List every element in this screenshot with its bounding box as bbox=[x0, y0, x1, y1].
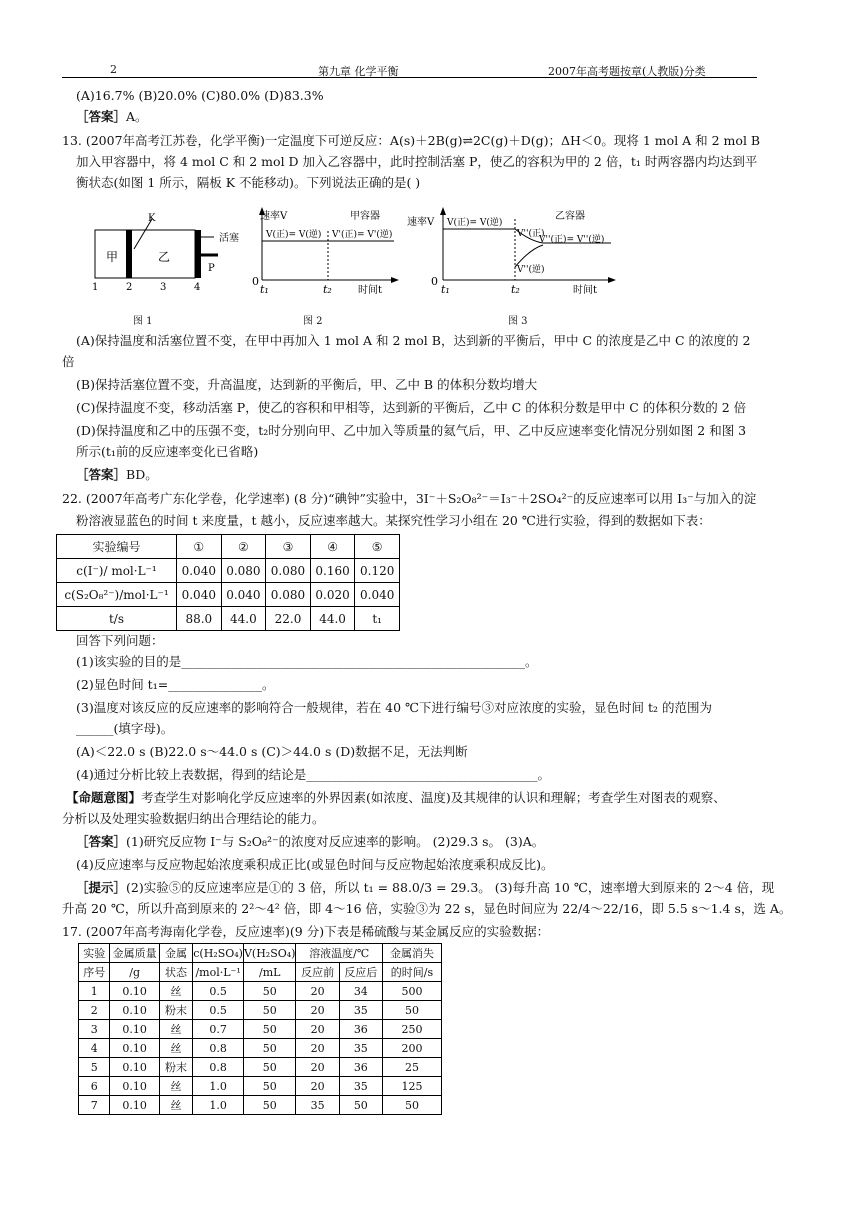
q13-option-a-line2: 倍 bbox=[62, 354, 75, 369]
table-row bbox=[79, 1039, 442, 1058]
table-cell: 35 bbox=[339, 1001, 382, 1020]
t2-label: t₂ bbox=[511, 283, 520, 295]
table-header-cell: /g bbox=[110, 963, 159, 982]
iodine-clock-table bbox=[56, 534, 400, 631]
line-label-after: V'(正)= V'(逆) bbox=[332, 230, 393, 240]
q12-options: (A)16.7% (B)20.0% (C)80.0% (D)83.3% bbox=[76, 88, 324, 103]
answer-text: BD。 bbox=[126, 467, 158, 482]
label-piston: 活塞 bbox=[219, 233, 239, 244]
table-row bbox=[79, 1020, 442, 1039]
table-cell: 20 bbox=[296, 1039, 339, 1058]
figure-1-caption: 图 1 bbox=[133, 316, 153, 327]
table-header-cell: 反应后 bbox=[339, 963, 382, 982]
table-cell: 0.5 bbox=[193, 1001, 244, 1020]
figure-2-caption: 图 2 bbox=[303, 316, 323, 327]
table-cell: 50 bbox=[243, 1058, 296, 1077]
tick-2: 2 bbox=[126, 282, 133, 293]
table-cell: 35 bbox=[339, 1039, 382, 1058]
upper-branch-label: V''(正) bbox=[517, 229, 545, 239]
line-label-before: V(正)= V(逆) bbox=[447, 218, 503, 228]
table-cell: 0.10 bbox=[110, 982, 159, 1001]
table-cell: 20 bbox=[296, 1077, 339, 1096]
q13-option-c: (C)保持温度不变，移动活塞 P，使乙的容积和甲相等，达到新的平衡后，乙中 C 的体积分数是甲中 C 的体积分数的 2 倍 bbox=[76, 400, 747, 415]
table-cell: 0.120 bbox=[355, 559, 400, 583]
table-cell: 50 bbox=[243, 1039, 296, 1058]
table-cell: 0.040 bbox=[177, 583, 222, 607]
table-cell: c(S₂O₈²⁻)/mol·L⁻¹ bbox=[57, 583, 177, 607]
graph-title: 甲容器 bbox=[350, 211, 380, 222]
table-cell: 35 bbox=[296, 1096, 339, 1115]
table-cell: 50 bbox=[243, 1096, 296, 1115]
t2-label: t₂ bbox=[323, 283, 332, 295]
table-cell: 1.0 bbox=[193, 1096, 244, 1115]
table-cell: 35 bbox=[339, 1077, 382, 1096]
q22-hint-line1 bbox=[76, 879, 774, 896]
table-cell: t/s bbox=[57, 607, 177, 631]
book-title: 2007年高考题按章(人教版)分类 bbox=[548, 65, 706, 78]
table-cell: 0.10 bbox=[110, 1077, 159, 1096]
q13-line2: 加入甲容器中，将 4 mol C 和 2 mol D 加入乙容器中，此时控制活塞 P，使乙的容积为甲的 2 倍，t₁ 时两容器内均达到平 bbox=[76, 154, 758, 169]
table-cell: 0.8 bbox=[193, 1058, 244, 1077]
line-label-before: V(正)= V(逆) bbox=[266, 230, 322, 240]
tick-3: 3 bbox=[160, 282, 167, 293]
table-header-cell: /mL bbox=[243, 963, 296, 982]
hint-text: (2)实验⑤的反应速率应是①的 3 倍，所以 t₁ = 88.0/3 = 29.3。 (3)每升高 10 ℃，速率增大到原来的 2～4 倍，现 bbox=[126, 880, 775, 895]
q13-option-d-line2: 所示(t₁前的反应速率变化已省略) bbox=[76, 444, 259, 459]
header-rule bbox=[62, 77, 757, 78]
table-cell: 20 bbox=[296, 1058, 339, 1077]
q22-intent-line2: 分析以及处理实验数据归纳出合理结论的能力。 bbox=[62, 811, 325, 826]
figure-2-rate-graph bbox=[250, 205, 400, 295]
table-cell: 粉末 bbox=[159, 1001, 192, 1020]
q22-part4: (4)通过分析比较上表数据，得到的结论是_____________________________________。 bbox=[76, 767, 550, 782]
partition-k bbox=[126, 230, 132, 278]
table-header-cell: 金属消失 bbox=[382, 944, 441, 963]
table-header-cell: V(H₂SO₄) bbox=[243, 944, 296, 963]
table-header-cell: 实验 bbox=[79, 944, 110, 963]
q22-answer-line1 bbox=[76, 833, 544, 850]
q22-line1: 22. (2007年高考广东化学卷，化学速率) (8 分)“碘钟”实验中，3I⁻＋S₂O₈²⁻＝I₃⁻＋2SO₄²⁻的反应速率可以用 I₃⁻与加入的淀 bbox=[62, 491, 757, 506]
table-cell: 0.080 bbox=[266, 583, 311, 607]
table-cell: 0.10 bbox=[110, 1039, 159, 1058]
table-cell: 1 bbox=[79, 982, 110, 1001]
q13-line1: 13. (2007年高考江苏卷，化学平衡)一定温度下可逆反应：A(s)＋2B(g)⇌2C(g)＋D(g)；ΔH＜0。现将 1 mol A 和 2 mol B bbox=[62, 133, 761, 148]
page-number: 2 bbox=[110, 63, 117, 76]
table-header-row bbox=[57, 535, 400, 559]
table-cell: t₁ bbox=[355, 607, 400, 631]
table-header-cell: 序号 bbox=[79, 963, 110, 982]
table-row bbox=[57, 583, 400, 607]
metal-acid-table bbox=[78, 943, 442, 1115]
table-header-cell: ① bbox=[177, 535, 222, 559]
q13-answer bbox=[76, 466, 158, 483]
label-k: K bbox=[148, 213, 156, 224]
table-cell: 丝 bbox=[159, 1020, 192, 1039]
q22-line2: 粉溶液显蓝色的时间 t 来度量，t 越小，反应速率越大。某探究性学习小组在 20 ℃进行实验，得到的数据如下表： bbox=[76, 513, 711, 528]
table-cell: 50 bbox=[382, 1001, 441, 1020]
table-cell: 34 bbox=[339, 982, 382, 1001]
tick-1: 1 bbox=[92, 282, 99, 293]
t1-label: t₁ bbox=[441, 283, 450, 295]
answer-tag: ［答案］ bbox=[76, 109, 127, 124]
table-cell: 25 bbox=[382, 1058, 441, 1077]
table-row bbox=[79, 1058, 442, 1077]
q13-option-b: (B)保持活塞位置不变，升高温度，达到新的平衡后，甲、乙中 B 的体积分数均增大 bbox=[76, 377, 538, 392]
table-cell: 44.0 bbox=[310, 607, 355, 631]
table-cell: 1.0 bbox=[193, 1077, 244, 1096]
q13-option-d-line1: (D)保持温度和乙中的压强不变，t₂时分别向甲、乙中加入等质量的氦气后，甲、乙中反应速率变化情况分别如图 2 和图 3 bbox=[76, 423, 747, 438]
table-cell: 20 bbox=[296, 982, 339, 1001]
table-cell: 20 bbox=[296, 1001, 339, 1020]
q12-answer bbox=[76, 108, 148, 125]
figure-1-container-diagram bbox=[88, 205, 248, 293]
q22-part3-options: (A)＜22.0 s (B)22.0 s～44.0 s (C)＞44.0 s (D)数据不足，无法判断 bbox=[76, 744, 468, 759]
x-label: 时间t bbox=[358, 285, 383, 295]
table-row bbox=[57, 559, 400, 583]
q13-option-a-line1: (A)保持温度和活塞位置不变，在甲中再加入 1 mol A 和 2 mol B，达到新的平衡后，甲中 C 的浓度是乙中 C 的浓度的 2 bbox=[76, 333, 751, 348]
table-cell: 0.10 bbox=[110, 1058, 159, 1077]
q22-answer-line2: (4)反应速率与反应物起始浓度乘积成正比(或显色时间与反应物起始浓度乘积成反比)。 bbox=[76, 857, 554, 872]
q13-line3: 衡状态(如图 1 所示，隔板 K 不能移动)。下列说法正确的是( ) bbox=[76, 175, 421, 190]
table-cell: 6 bbox=[79, 1077, 110, 1096]
table-cell: 0.040 bbox=[177, 559, 222, 583]
t1-label: t₁ bbox=[260, 283, 269, 295]
table-cell: 4 bbox=[79, 1039, 110, 1058]
table-cell: 50 bbox=[243, 1001, 296, 1020]
q22-ask: 回答下列问题： bbox=[76, 633, 164, 648]
table-cell: 0.080 bbox=[266, 559, 311, 583]
table-header-cell: ③ bbox=[266, 535, 311, 559]
figure-3-caption: 图 3 bbox=[508, 316, 528, 327]
q22-part3-line1: (3)温度对该反应的反应速率的影响符合一般规律，若在 40 ℃下进行编号③对应浓度的实验，显色时间 t₂ 的范围为 bbox=[76, 700, 713, 715]
y-label: 速率V bbox=[260, 211, 288, 222]
label-p: P bbox=[208, 263, 215, 274]
table-row bbox=[57, 607, 400, 631]
table-cell: 2 bbox=[79, 1001, 110, 1020]
table-cell: 36 bbox=[339, 1020, 382, 1039]
chapter-title: 第九章 化学平衡 bbox=[318, 65, 399, 78]
q22-part2: (2)显色时间 t₁=_______________。 bbox=[76, 677, 275, 692]
hint-tag: ［提示］ bbox=[76, 880, 127, 895]
table-header-cell: 反应前 bbox=[296, 963, 339, 982]
table-header-cell: 的时间/s bbox=[382, 963, 441, 982]
origin: 0 bbox=[431, 275, 438, 288]
graph-title: 乙容器 bbox=[555, 211, 585, 222]
table-row bbox=[79, 1096, 442, 1115]
label-yi: 乙 bbox=[158, 250, 171, 264]
answer-tag: ［答案］ bbox=[76, 467, 127, 482]
table-cell: 200 bbox=[382, 1039, 441, 1058]
table-cell: 0.080 bbox=[221, 559, 266, 583]
figure-3-rate-graph bbox=[405, 205, 617, 295]
table-cell: c(I⁻)/ mol·L⁻¹ bbox=[57, 559, 177, 583]
table-cell: 50 bbox=[243, 982, 296, 1001]
table-cell: 50 bbox=[339, 1096, 382, 1115]
table-cell: 50 bbox=[382, 1096, 441, 1115]
table-cell: 0.040 bbox=[355, 583, 400, 607]
table-cell: 50 bbox=[243, 1020, 296, 1039]
table-cell: 丝 bbox=[159, 1096, 192, 1115]
table-cell: 丝 bbox=[159, 1077, 192, 1096]
table-cell: 125 bbox=[382, 1077, 441, 1096]
x-label: 时间t bbox=[573, 285, 598, 295]
q22-part1: (1)该实验的目的是_______________________________________________________。 bbox=[76, 654, 538, 669]
table-cell: 0.8 bbox=[193, 1039, 244, 1058]
answer-text: (1)研究反应物 I⁻与 S₂O₈²⁻的浓度对反应速率的影响。 (2)29.3 s。 (3)A。 bbox=[126, 834, 545, 849]
table-cell: 5 bbox=[79, 1058, 110, 1077]
label-jia: 甲 bbox=[106, 250, 119, 264]
origin: 0 bbox=[252, 275, 259, 288]
answer-text: A。 bbox=[126, 109, 148, 124]
table-cell: 0.5 bbox=[193, 982, 244, 1001]
table-cell: 0.160 bbox=[310, 559, 355, 583]
table-cell: 250 bbox=[382, 1020, 441, 1039]
table-cell: 丝 bbox=[159, 1039, 192, 1058]
table-cell: 0.10 bbox=[110, 1001, 159, 1020]
table-cell: 0.10 bbox=[110, 1020, 159, 1039]
table-cell: 50 bbox=[243, 1077, 296, 1096]
table-header-cell: 金属质量 bbox=[110, 944, 159, 963]
intent-tag: 【命题意图】 bbox=[66, 790, 142, 805]
intent-text: 考查学生对影响化学反应速率的外界因素(如浓度、温度)及其规律的认识和理解；考查学生对图表的观察、 bbox=[141, 790, 726, 805]
table-cell: 44.0 bbox=[221, 607, 266, 631]
equilibrium-label: V''(正)= V''(逆) bbox=[539, 235, 605, 245]
table-header-row bbox=[79, 944, 442, 963]
q22-part3-line2: ______(填字母)。 bbox=[76, 721, 174, 736]
table-header-cell: 溶液温度/℃ bbox=[296, 944, 382, 963]
table-header-cell: ④ bbox=[310, 535, 355, 559]
table-cell: 20 bbox=[296, 1020, 339, 1039]
table-cell: 7 bbox=[79, 1096, 110, 1115]
table-cell: 丝 bbox=[159, 982, 192, 1001]
table-cell: 88.0 bbox=[177, 607, 222, 631]
table-header-row bbox=[79, 963, 442, 982]
table-cell: 36 bbox=[339, 1058, 382, 1077]
table-header-cell: 金属 bbox=[159, 944, 192, 963]
table-cell: 0.020 bbox=[310, 583, 355, 607]
y-label: 速率V bbox=[407, 217, 435, 228]
table-cell: 22.0 bbox=[266, 607, 311, 631]
table-row bbox=[79, 1077, 442, 1096]
table-cell: 0.10 bbox=[110, 1096, 159, 1115]
q22-intent-line1 bbox=[66, 789, 726, 806]
q17-line1: 17. (2007年高考海南化学卷，反应速率)(9 分)下表是稀硫酸与某金属反应的实验数据： bbox=[62, 924, 550, 939]
tick-4: 4 bbox=[194, 282, 201, 293]
lower-branch-label: V''(逆) bbox=[517, 265, 545, 275]
table-cell: 0.040 bbox=[221, 583, 266, 607]
table-cell: 3 bbox=[79, 1020, 110, 1039]
table-cell: 粉末 bbox=[159, 1058, 192, 1077]
q22-hint-line2: 升高 20 ℃，所以升高到原来的 2²～4² 倍，即 4～16 倍，实验③为 22 s，显色时间应为 22/4～22/16，即 5.5 s～1.4 s，选 A。 bbox=[62, 901, 792, 916]
table-header-cell: ⑤ bbox=[355, 535, 400, 559]
table-header-cell: ② bbox=[221, 535, 266, 559]
table-cell: 0.7 bbox=[193, 1020, 244, 1039]
table-header-cell: 状态 bbox=[159, 963, 192, 982]
table-header-cell: /mol·L⁻¹ bbox=[193, 963, 244, 982]
table-row bbox=[79, 982, 442, 1001]
table-cell: 500 bbox=[382, 982, 441, 1001]
table-row bbox=[79, 1001, 442, 1020]
table-header-cell: c(H₂SO₄) bbox=[193, 944, 244, 963]
table-header-cell: 实验编号 bbox=[57, 535, 177, 559]
piston-p bbox=[195, 230, 201, 278]
answer-tag: ［答案］ bbox=[76, 834, 127, 849]
